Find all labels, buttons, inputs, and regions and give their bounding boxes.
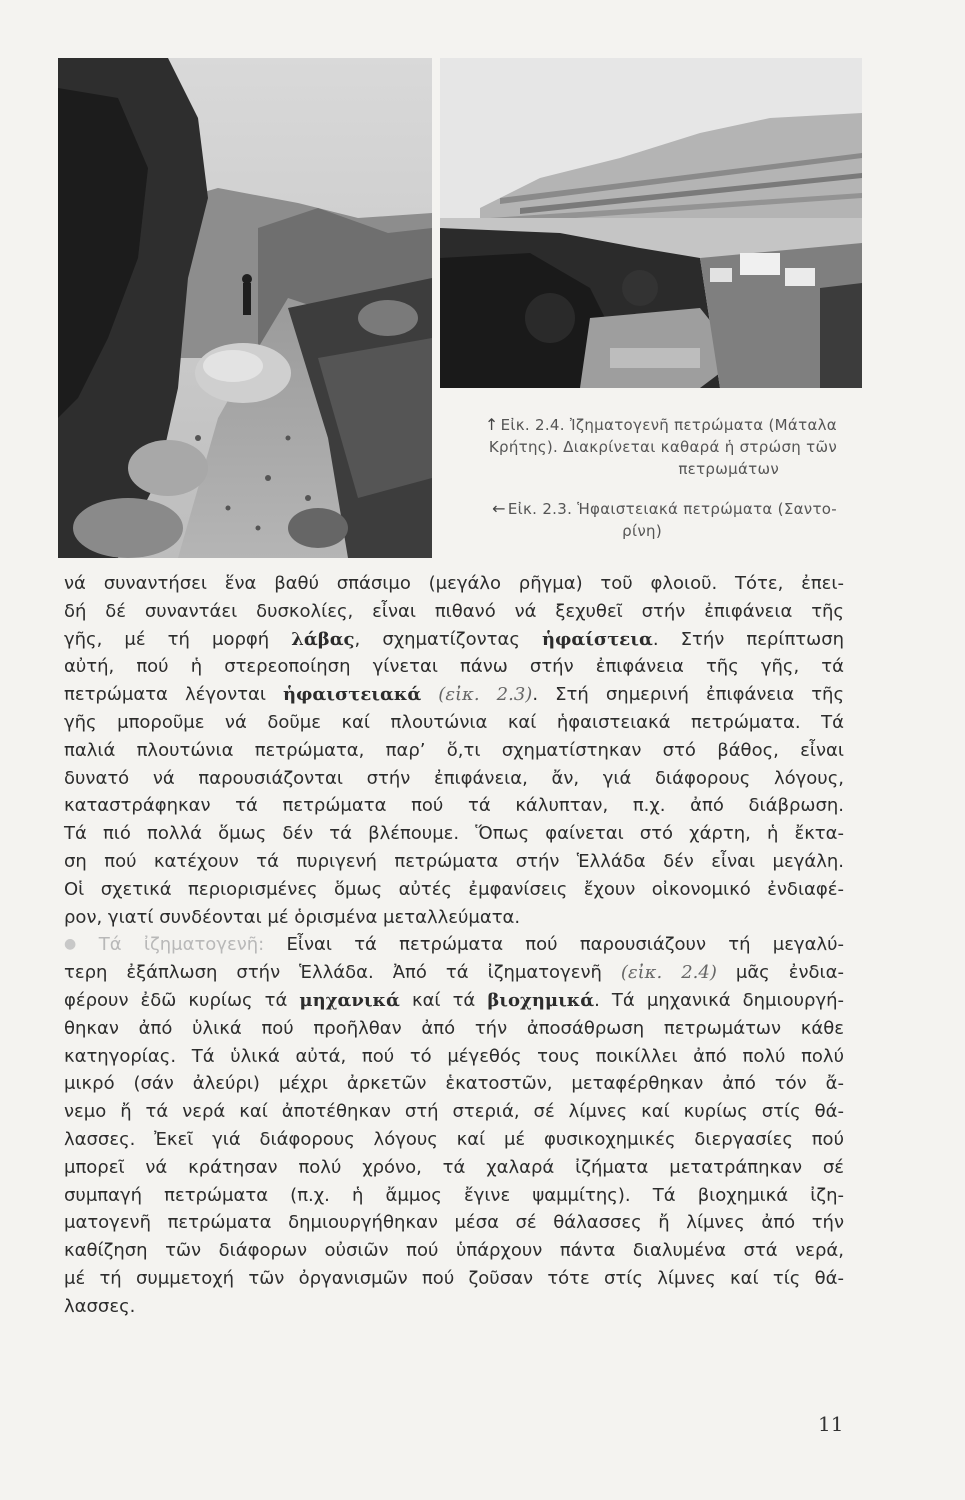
section-heading-sedimentary: Τά ἰζηματογενῆ: xyxy=(98,934,265,956)
term-lava: λάβας xyxy=(291,628,355,650)
text-line: ση πού κατέχουν τά πυριγενή πετρώματα στήν Ἑλλάδα δέν εἶναι μεγάλη. xyxy=(64,850,844,872)
text-line: μέ τή συμμετοχή τῶν ὀργανισμῶν πού ζοῦσαν τότε στίς λίμνες καί τίς θά- xyxy=(64,1267,844,1289)
page-number: 11 xyxy=(818,1412,844,1436)
figure-caption-2-3 xyxy=(470,498,837,542)
caption-line: Εἰκ. 2.3. Ἡφαιστειακά πετρώματα (Σαντο- xyxy=(507,500,837,518)
text-line: γῆς, μέ τή μορφή λάβας, σχηματίζοντας ἡφαίστεια. Στήν περίπτωση xyxy=(64,628,845,650)
figure-caption-2-4 xyxy=(425,414,837,480)
photo-sedimentary-rocks-matala xyxy=(440,58,862,388)
text-line: πετρώματα λέγονται ἡφαιστειακά (εἰκ. 2.3). Στή σημερινή ἐπιφάνεια τῆς xyxy=(64,684,845,706)
text-line: λασσες. Ἐκεῖ γιά διάφορους λόγους καί μέ φυσικοχημικές διεργασίες πού xyxy=(64,1128,844,1150)
caption-line: ρίνη) xyxy=(622,522,662,540)
text-line: κατηγορίας. Τά ὑλικά αὐτά, πού τό μέγεθός τους ποικίλλει ἀπό πολύ πολύ xyxy=(64,1045,844,1067)
caption-line: Εἰκ. 2.4. Ἰζηματογενῆ πετρώματα (Μάταλα xyxy=(500,416,837,434)
caption-line: πετρωμάτων xyxy=(678,460,779,478)
text-line: μικρό (σάν ἀλεύρι) μέχρι ἀρκετῶν ἑκατοστῶν, μεταφέρθηκαν ἀπό τόν ἄ- xyxy=(64,1073,844,1095)
term-volcanoes: ἡφαίστεια xyxy=(541,628,653,650)
bullet-icon: ● xyxy=(64,936,93,953)
text-line: τερη ἐξάπλωση στήν Ἑλλάδα. Ἀπό τά ἰζηματογενῆ (εἰκ. 2.4) μᾶς ἐνδια- xyxy=(64,962,845,984)
text-line: παλιά πλουτώνια πετρώματα, παρ’ ὅ,τι σχηματίστηκαν στό βάθος, εἶναι xyxy=(64,739,844,761)
term-mechanical: μηχανικά xyxy=(299,989,400,1011)
arrow-up-icon: ↑ xyxy=(484,415,499,434)
text-line: καταστράφηκαν τά πετρώματα πού τά κάλυπταν, π.χ. ἀπό διάβρωση. xyxy=(64,795,844,817)
text-line: ρον, γιατί συνδέονται μέ ὁρισμένα μεταλλεύματα. xyxy=(64,906,521,928)
text-line: δυνατό νά παρουσιάζονται στήν ἐπιφάνεια, ἄν, γιά διάφορους λόγους, xyxy=(64,767,844,789)
text-line: δή δέ συναντάει δυσκολίες, εἶναι πιθανό νά ξεχυθεῖ στήν ἐπιφάνεια τῆς xyxy=(64,600,844,622)
text-line: μπορεῖ νά κράτησαν πολύ χρόνο, τά χαλαρά ἰζήματα μετατράπηκαν σέ xyxy=(64,1156,844,1178)
text-line: ● Τά ἰζηματογενῆ: Εἶναι τά πετρώματα πού παρουσιάζουν τή μεγαλύ- xyxy=(64,934,845,956)
text-line: Τά πιό πολλά ὅμως δέν τά βλέπουμε. Ὅπως φαίνεται στό χάρτη, ἡ ἔκτα- xyxy=(64,823,844,845)
figure-reference: (εἰκ. 2.3) xyxy=(421,684,533,706)
arrow-left-icon: ← xyxy=(492,499,506,518)
term-volcanic: ἡφαιστειακά xyxy=(283,684,422,706)
term-biochemical: βιοχημικά xyxy=(487,989,595,1011)
caption-line: Κρήτης). Διακρίνεται καθαρά ἡ στρώση τῶν xyxy=(488,438,837,456)
text-line: ματογενῆ πετρώματα δημιουργήθηκαν μέσα σέ θάλασσες ἤ λίμνες ἀπό τήν xyxy=(64,1212,844,1234)
text-line: νεμο ἤ τά νερά καί ἀποτέθηκαν στή στεριά, σέ λίμνες καί κυρίως στίς θά- xyxy=(64,1101,844,1123)
text-line: συμπαγή πετρώματα (π.χ. ἡ ἄμμος ἔγινε ψαμμίτης). Τά βιοχημικά ἰζη- xyxy=(64,1184,844,1206)
text-line: νά συναντήσει ἕνα βαθύ σπάσιμο (μεγάλο ρῆγμα) τοῦ φλοιοῦ. Τότε, ἐπει- xyxy=(64,573,844,594)
body-text xyxy=(64,570,844,1321)
text-line: αὐτή, πού ἡ στερεοποίηση γίνεται πάνω στήν ἐπιφάνεια τῆς γῆς, τά xyxy=(64,656,844,678)
text-line: Οἱ σχετικά περιορισμένες ὅμως αὐτές ἐμφανίσεις ἔχουν οἰκονομικό ἐνδιαφέ- xyxy=(64,878,844,900)
text-line: θηκαν ἀπό ὑλικά πού προῆλθαν ἀπό τήν ἀποσάθρωση πετρωμάτων κάθε xyxy=(64,1017,844,1039)
figure-reference: (εἰκ. 2.4) xyxy=(620,962,717,984)
text-line: φέρουν ἐδῶ κυρίως τά μηχανικά καί τά βιοχημικά. Τά μηχανικά δημιουργή- xyxy=(64,989,844,1011)
photo-volcanic-rocks-santorini xyxy=(58,58,432,558)
text-line: γῆς μποροῦμε νά δοῦμε καί πλουτώνια καί ἡφαιστειακά πετρώματα. Τά xyxy=(64,711,844,733)
text-line: λασσες. xyxy=(64,1295,136,1317)
text-line: καθίζηση τῶν διάφορων οὐσιῶν πού ὑπάρχουν πάντα διαλυμένα στά νερά, xyxy=(64,1240,844,1262)
